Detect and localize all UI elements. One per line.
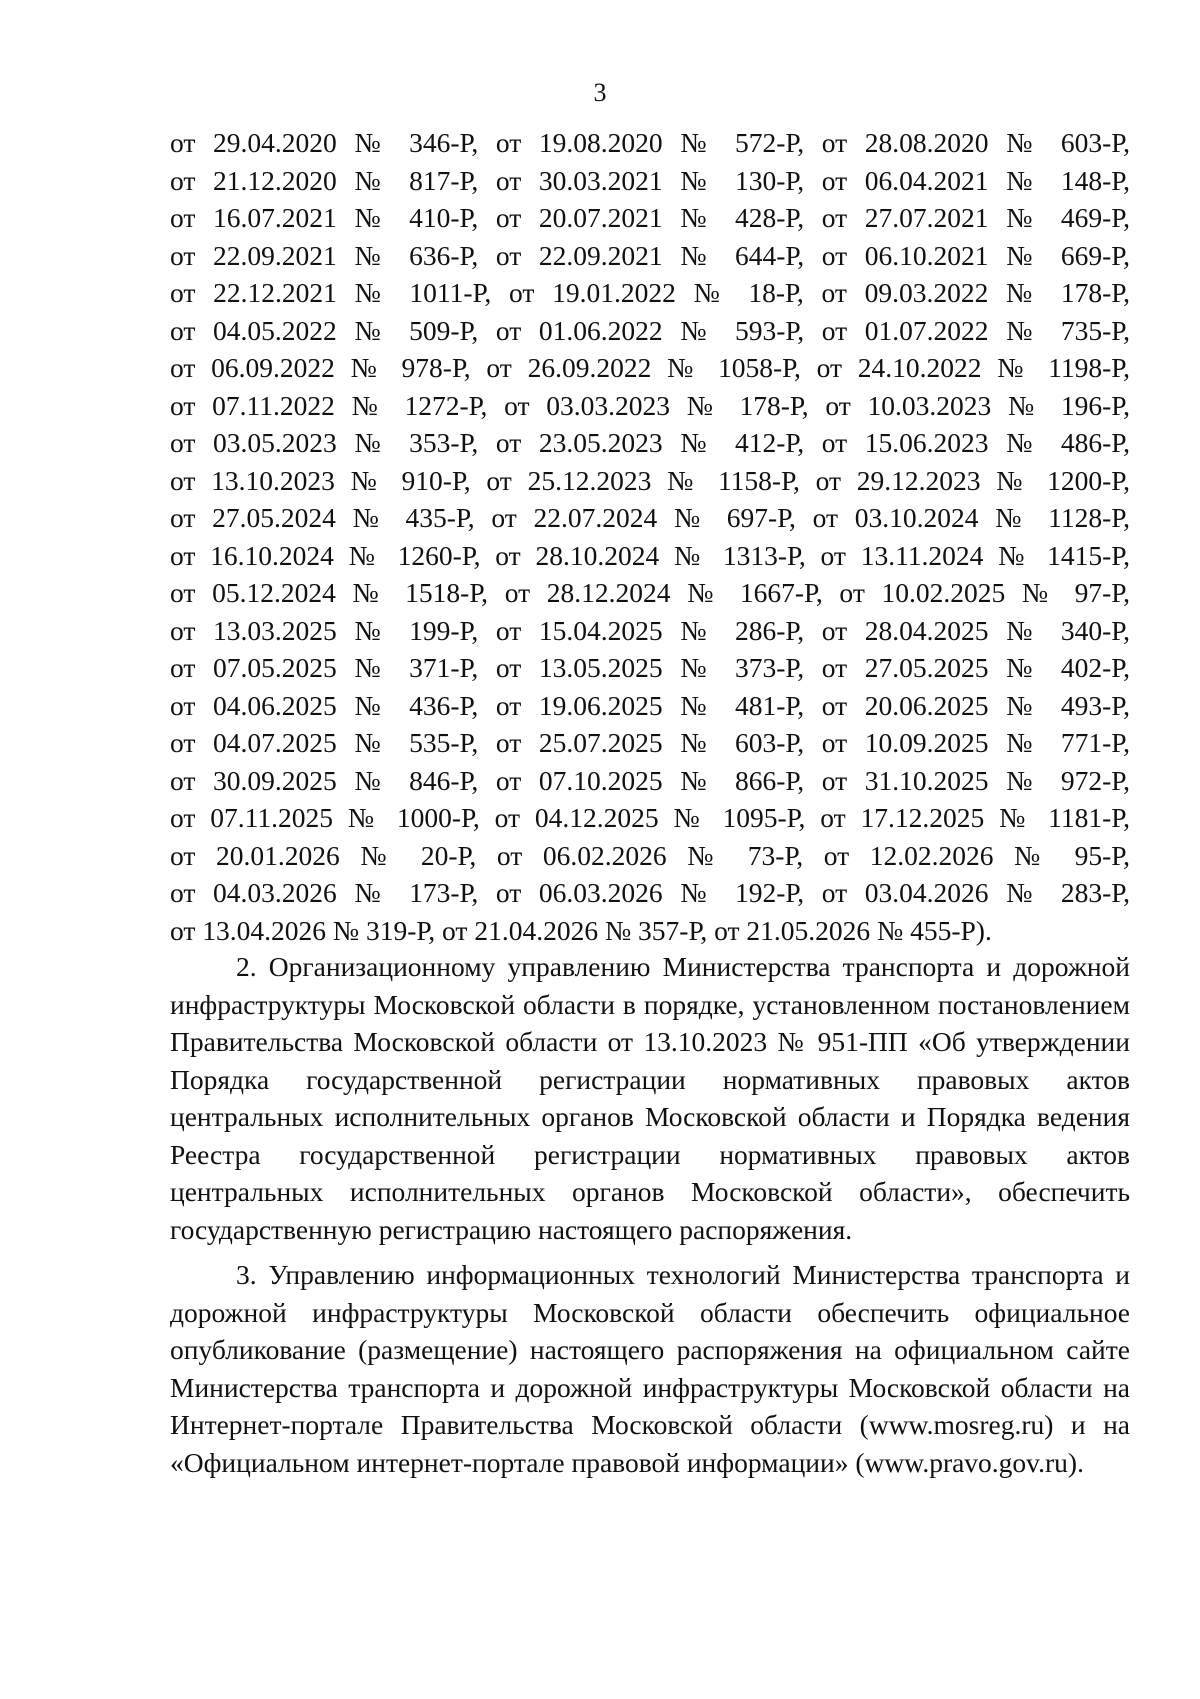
reference-line: от 21.12.2020 № 817-Р, от 30.03.2021 № 130-Р, от 06.04.2021 № 148-Р, bbox=[170, 164, 1130, 196]
reference-line: от 07.11.2025 № 1000-Р, от 04.12.2025 № 1095-Р, от 17.12.2025 № 1181-Р, bbox=[170, 802, 1130, 833]
reference-line: от 16.07.2021 № 410-Р, от 20.07.2021 № 428-Р, от 27.07.2021 № 469-Р, bbox=[170, 202, 1130, 233]
reference-line: от 22.09.2021 № 636-Р, от 22.09.2021 № 644-Р, от 06.10.2021 № 669-Р, bbox=[170, 239, 1130, 271]
reference-line: от 04.07.2025 № 535-Р, от 25.07.2025 № 603-Р, от 10.09.2025 № 771-Р, bbox=[170, 727, 1130, 758]
reference-line: от 06.09.2022 № 978-Р, от 26.09.2022 № 1058-Р, от 24.10.2022 № 1198-Р, bbox=[170, 352, 1130, 383]
reference-line: от 20.01.2026 № 20-Р, от 06.02.2026 № 73-Р, от 12.02.2026 № 95-Р, bbox=[170, 839, 1130, 871]
reference-line: от 07.05.2025 № 371-Р, от 13.05.2025 № 373-Р, от 27.05.2025 № 402-Р, bbox=[170, 652, 1130, 683]
reference-line: от 07.11.2022 № 1272-Р, от 03.03.2023 № 178-Р, от 10.03.2023 № 196-Р, bbox=[170, 389, 1130, 421]
references-list bbox=[170, 124, 1130, 949]
reference-line: от 27.05.2024 № 435-Р, от 22.07.2024 № 697-Р, от 03.10.2024 № 1128-Р, bbox=[170, 502, 1130, 533]
reference-line: от 13.03.2025 № 199-Р, от 15.04.2025 № 286-Р, от 28.04.2025 № 340-Р, bbox=[170, 614, 1130, 646]
reference-line: от 04.05.2022 № 509-Р, от 01.06.2022 № 593-Р, от 01.07.2022 № 735-Р, bbox=[170, 314, 1130, 346]
reference-line: от 04.06.2025 № 436-Р, от 19.06.2025 № 481-Р, от 20.06.2025 № 493-Р, bbox=[170, 689, 1130, 721]
reference-line: от 03.05.2023 № 353-Р, от 23.05.2023 № 412-Р, от 15.06.2023 № 486-Р, bbox=[170, 427, 1130, 458]
page-number: 3 bbox=[593, 78, 607, 107]
paragraph-publication: 3. Управлению информационных технологий Министерства транспорта и дорожной инфраструктуры Московской области обеспечить официальное опубликование (размещение) настоящего распоряжения на официальном сайте Министерства транспорта и дорожной инфраструктуры Московской области на Интернет-портале Правительства Московской области (www.mosreg.ru) и на «Официальном интернет-портале правовой информации» (www.pravo.gov.ru). bbox=[170, 1259, 1130, 1478]
reference-line: от 04.03.2026 № 173-Р, от 06.03.2026 № 192-Р, от 03.04.2026 № 283-Р, bbox=[170, 877, 1130, 908]
reference-line: от 05.12.2024 № 1518-Р, от 28.12.2024 № 1667-Р, от 10.02.2025 № 97-Р, bbox=[170, 577, 1130, 608]
reference-line: от 13.10.2023 № 910-Р, от 25.12.2023 № 1158-Р, от 29.12.2023 № 1200-Р, bbox=[170, 464, 1130, 496]
reference-line: от 29.04.2020 № 346-Р, от 19.08.2020 № 572-Р, от 28.08.2020 № 603-Р, bbox=[170, 127, 1130, 158]
reference-line: от 22.12.2021 № 1011-Р, от 19.01.2022 № 18-Р, от 09.03.2022 № 178-Р, bbox=[170, 277, 1130, 308]
reference-line: от 13.04.2026 № 319-Р, от 21.04.2026 № 357-Р, от 21.05.2026 № 455-Р). bbox=[170, 914, 992, 946]
reference-line: от 16.10.2024 № 1260-Р, от 28.10.2024 № 1313-Р, от 13.11.2024 № 1415-Р, bbox=[170, 539, 1130, 571]
reference-line: от 30.09.2025 № 846-Р, от 07.10.2025 № 866-Р, от 31.10.2025 № 972-Р, bbox=[170, 764, 1130, 796]
paragraph-registration: 2. Организационному управлению Министерства транспорта и дорожной инфраструктуры Московской области в порядке, установленном постановлением Правительства Московской области от 13.10.2023 № 951-ПП «Об утверждении Порядка государственной регистрации нормативных правовых актов центральных исполнительных органов Московской области и Порядка ведения Реестра государственной регистрации нормативных правовых актов центральных исполнительных органов Московской области», обеспечить государственную регистрацию настоящего распоряжения. bbox=[170, 951, 1130, 1245]
